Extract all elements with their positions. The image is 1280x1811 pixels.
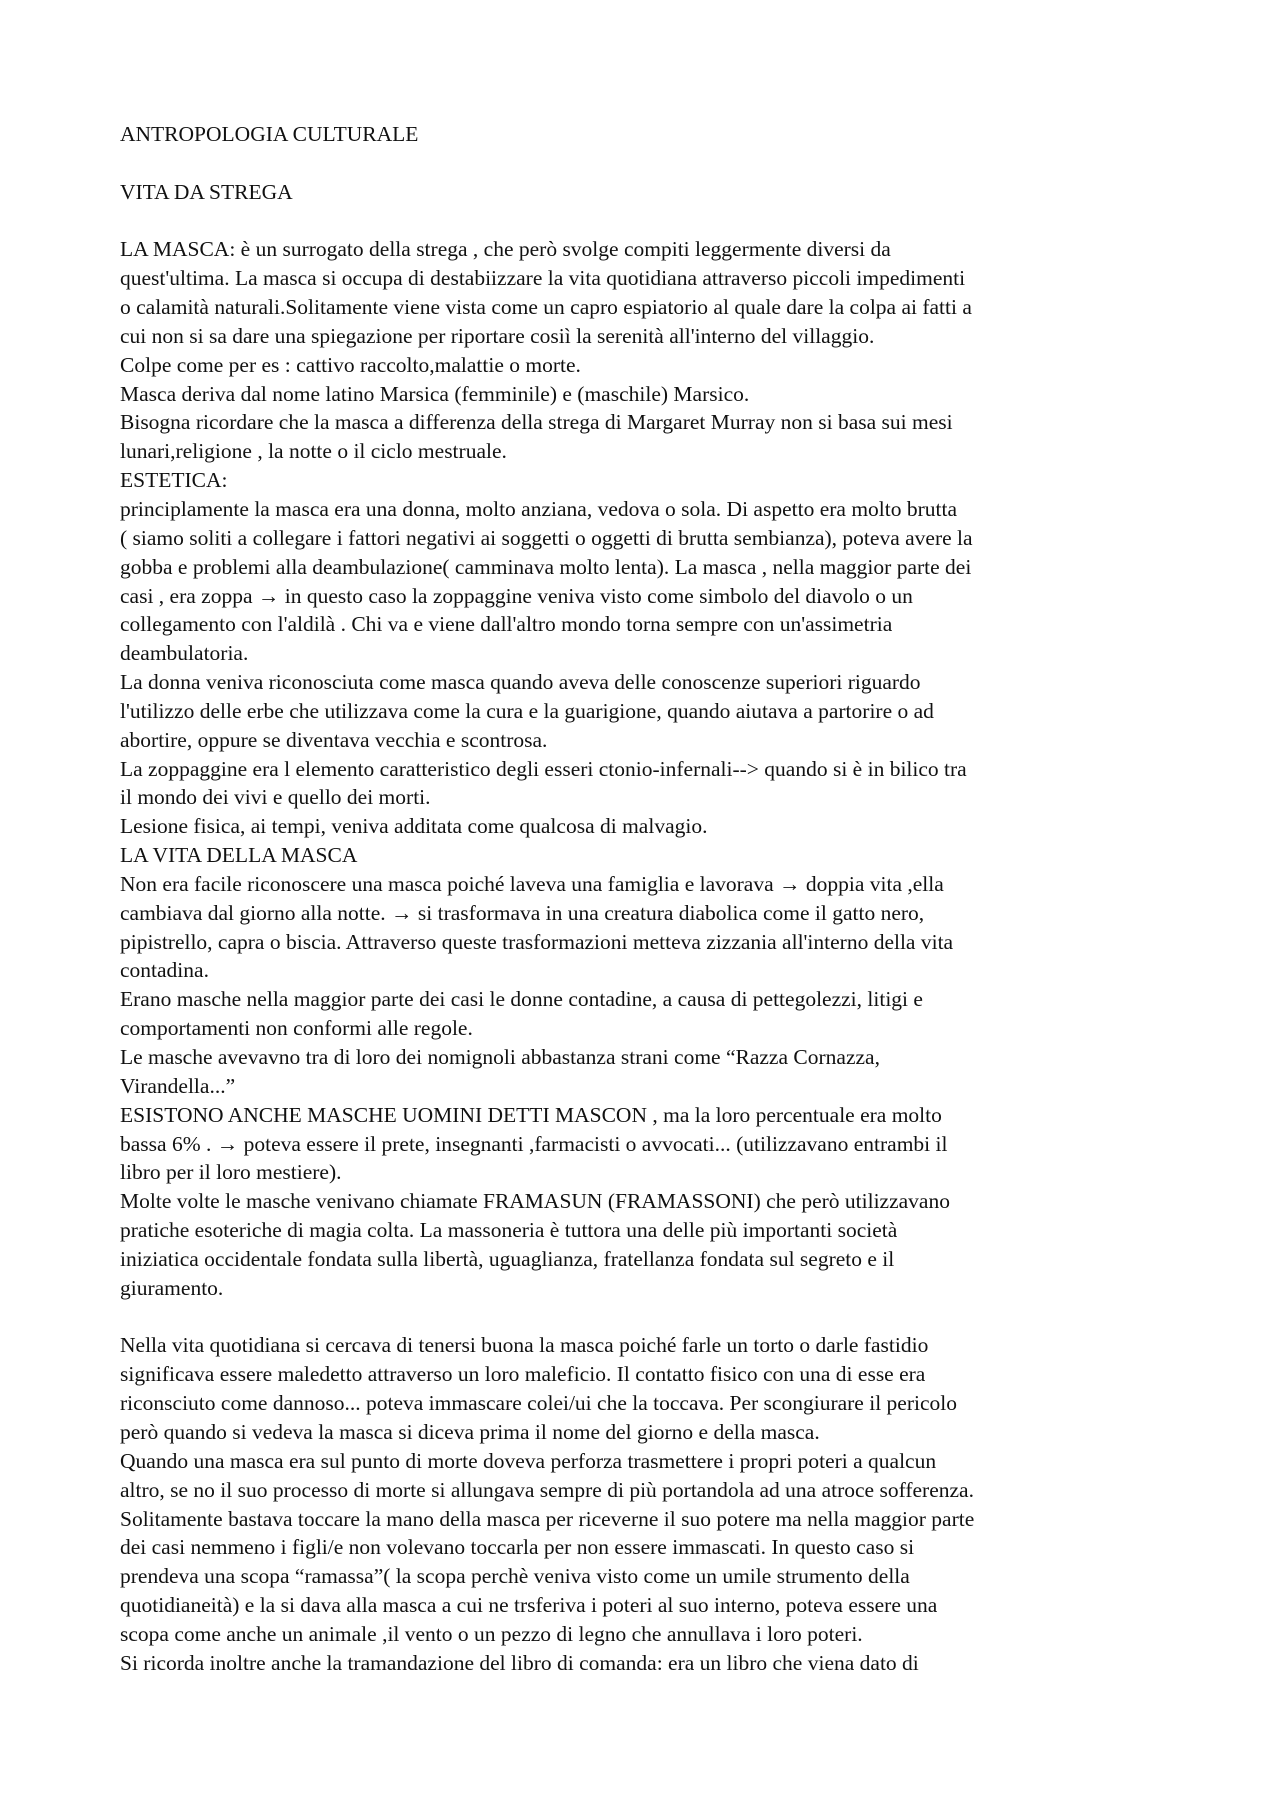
text-line: l'utilizzo delle erbe che utilizzava come la cura e la guarigione, quando aiutava a partorire o ad xyxy=(120,698,934,723)
text-line: Nella vita quotidiana si cercava di tenersi buona la masca poiché farle un torto o darle fastidio xyxy=(120,1333,929,1358)
text-line: abortire, oppure se diventava vecchia e scontrosa. xyxy=(120,727,548,752)
text-line: giuramento. xyxy=(120,1275,224,1300)
text-line: Solitamente bastava toccare la mano della masca per riceverne il suo potere ma nella maggior parte xyxy=(120,1506,975,1531)
text-line: libro per il loro mestiere). xyxy=(120,1160,342,1185)
text-line: collegamento con l'aldilà . Chi va e viene dall'altro mondo torna sempre con un'assimetria xyxy=(120,612,893,637)
document-page xyxy=(120,120,1170,1678)
text-line: casi , era zoppa → in questo caso la zoppaggine veniva visto come simbolo del diavolo o un xyxy=(120,583,913,608)
text-line: LA VITA DELLA MASCA xyxy=(120,843,358,868)
text-line: La donna veniva riconosciuta come masca quando aveva delle conoscenze superiori riguardo xyxy=(120,670,921,695)
text-line: Si ricorda inoltre anche la tramandazione del libro di comanda: era un libro che viena dato di xyxy=(120,1650,919,1675)
text-line: LA MASCA: è un surrogato della strega , che però svolge compiti leggermente diversi da xyxy=(120,237,891,262)
paragraph-gap xyxy=(120,149,1170,178)
text-line: prendeva una scopa “ramassa”( la scopa perchè veniva visto come un umile strumento della xyxy=(120,1564,910,1589)
text-line: lunari,religione , la notte o il ciclo mestruale. xyxy=(120,439,507,464)
text-line: Masca deriva dal nome latino Marsica (femminile) e (maschile) Marsico. xyxy=(120,381,750,406)
text-line: Colpe come per es : cattivo raccolto,malattie o morte. xyxy=(120,352,581,377)
text-line: Bisogna ricordare che la masca a differenza della strega di Margaret Murray non si basa sui mesi xyxy=(120,410,953,435)
text-line: bassa 6% . → poteva essere il prete, insegnanti ,farmacisti o avvocati... (utilizzavano entrambi il xyxy=(120,1131,948,1156)
text-line: pratiche esoteriche di magia colta. La massoneria è tuttora una delle più importanti società xyxy=(120,1218,898,1243)
text-line: Lesione fisica, ai tempi, veniva additata come qualcosa di malvagio. xyxy=(120,814,708,839)
text-line: quest'ultima. La masca si occupa di destabiizzare la vita quotidiana attraverso piccoli impedimenti xyxy=(120,266,966,291)
document-subtitle: VITA DA STREGA xyxy=(120,179,293,204)
text-line: La zoppaggine era l elemento caratteristico degli esseri ctonio-infernali--> quando si è in bilico tra xyxy=(120,756,967,781)
text-line: significava essere maledetto attraverso un loro maleficio. Il contatto fisico con una di esse era xyxy=(120,1362,926,1387)
text-line: Quando una masca era sul punto di morte doveva perforza trasmettere i propri poteri a qualcun xyxy=(120,1448,937,1473)
text-line: comportamenti non conformi alle regole. xyxy=(120,1016,473,1041)
text-line: ( siamo soliti a collegare i fattori negativi ai soggetti o oggetti di brutta sembianza), poteva avere la xyxy=(120,525,973,550)
text-line: Non era facile riconoscere una masca poiché laveva una famiglia e lavorava → doppia vita ,ella xyxy=(120,871,944,896)
text-line: dei casi nemmeno i figli/e non volevano toccarla per non essere immascati. In questo caso si xyxy=(120,1535,915,1560)
paragraph-gap xyxy=(120,1303,1170,1332)
text-line: cambiava dal giorno alla notte. → si trasformava in una creatura diabolica come il gatto nero, xyxy=(120,900,925,925)
text-line: iniziatica occidentale fondata sulla libertà, uguaglianza, fratellanza fondata sul segreto e il xyxy=(120,1246,895,1271)
text-line: cui non si sa dare una spiegazione per riportare cosiì la serenità all'interno del villaggio. xyxy=(120,323,875,348)
text-line: però quando si vedeva la masca si diceva prima il nome del giorno e della masca. xyxy=(120,1419,820,1444)
text-line: Virandella...” xyxy=(120,1073,236,1098)
text-line: contadina. xyxy=(120,958,209,983)
text-line: quotidianeità) e la si dava alla masca a cui ne trsferiva i poteri al suo interno, poteva essere una xyxy=(120,1593,938,1618)
text-line: ESTETICA: xyxy=(120,468,228,493)
text-line: altro, se no il suo processo di morte si allungava sempre di più portandola ad una atroce sofferenza. xyxy=(120,1477,974,1502)
text-line: gobba e problemi alla deambulazione( camminava molto lenta). La masca , nella maggior parte dei xyxy=(120,554,972,579)
text-line: ESISTONO ANCHE MASCHE UOMINI DETTI MASCON , ma la loro percentuale era molto xyxy=(120,1102,942,1127)
text-line: Molte volte le masche venivano chiamate FRAMASUN (FRAMASSONI) che però utilizzavano xyxy=(120,1189,950,1214)
text-line: scopa come anche un animale ,il vento o un pezzo di legno che annullava i loro poteri. xyxy=(120,1621,863,1646)
paragraph-gap xyxy=(120,207,1170,236)
text-line: principlamente la masca era una donna, molto anziana, vedova o sola. Di aspetto era molto brutta xyxy=(120,496,958,521)
text-line: il mondo dei vivi e quello dei morti. xyxy=(120,785,431,810)
document-title: ANTROPOLOGIA CULTURALE xyxy=(120,122,419,146)
text-line: deambulatoria. xyxy=(120,641,249,666)
text-line: o calamità naturali.Solitamente viene vista come un capro espiatorio al quale dare la colpa ai fatti a xyxy=(120,295,972,320)
text-line: Le masche avevavno tra di loro dei nomignoli abbastanza strani come “Razza Cornazza, xyxy=(120,1045,880,1069)
text-line: riconsciuto come dannoso... poteva immascare colei/ui che la toccava. Per scongiurare il pericolo xyxy=(120,1391,957,1416)
text-line: Erano masche nella maggior parte dei casi le donne contadine, a causa di pettegolezzi, litigi e xyxy=(120,987,923,1012)
text-line: pipistrello, capra o biscia. Attraverso queste trasformazioni metteva zizzania all'interno della vita xyxy=(120,929,954,954)
